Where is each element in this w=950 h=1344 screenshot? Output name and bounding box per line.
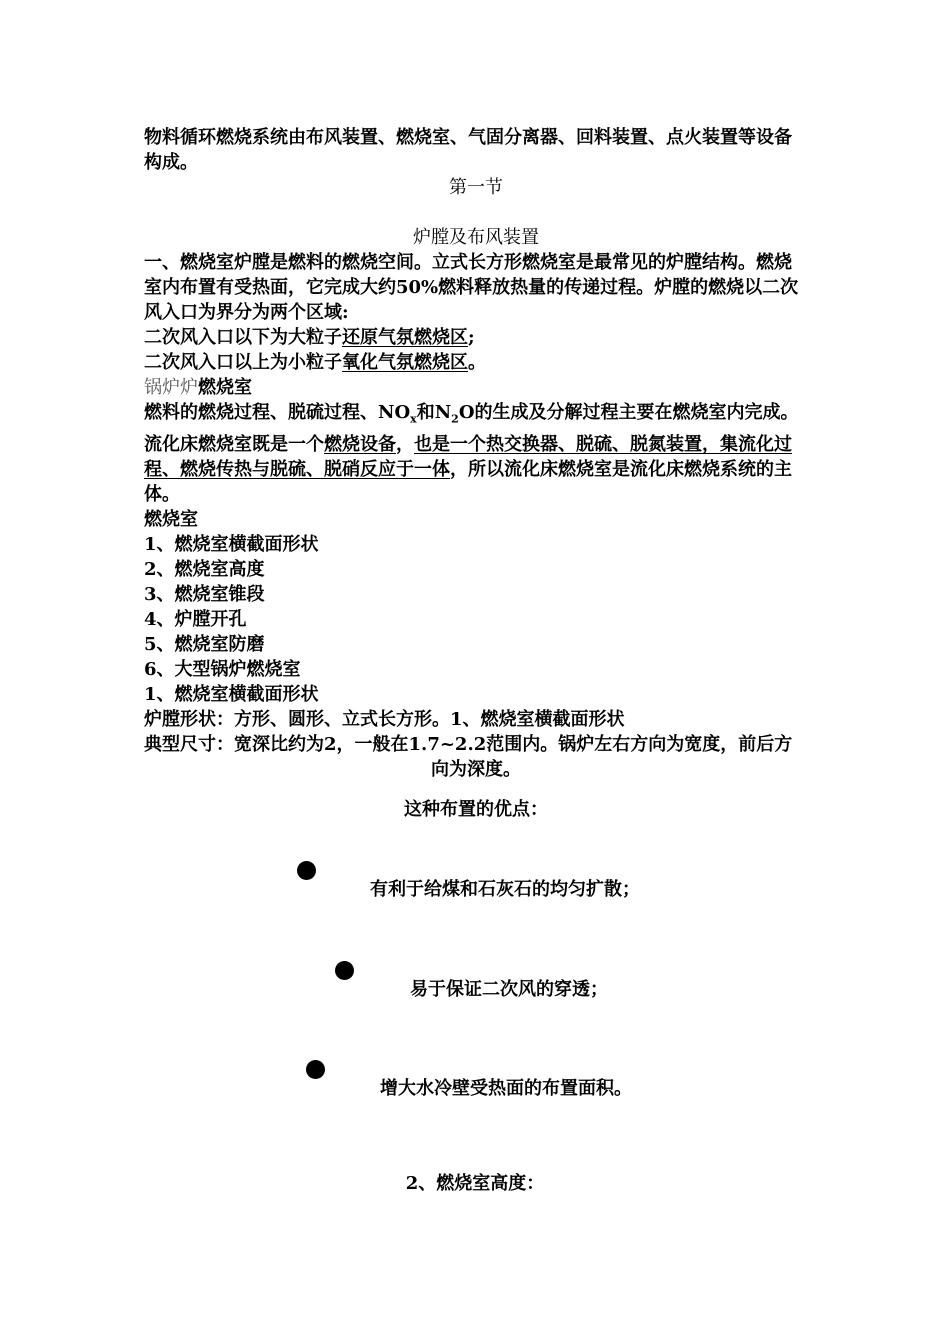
intro-paragraph (144, 125, 808, 175)
intro-line-2: 构成。 (144, 152, 198, 173)
zone-upper-term: 氧化气氛燃烧区 (342, 352, 468, 373)
bullet-dot-icon (335, 961, 354, 980)
underline-combustion-device: 燃烧设备 (324, 433, 396, 455)
outline-item: 4、炉膛开孔 (144, 608, 247, 630)
underline-heat-exchanger: 也是一个热交换器、脱硫、脱氮装置，集流化过程、燃烧传热与脱硫、脱硝反应于一体 (144, 433, 792, 480)
outline-item: 5、燃烧室防磨 (144, 633, 265, 655)
bullet-dot-icon (297, 861, 316, 880)
shape-line: 炉膛形状：方形、圆形、立式长方形。1、燃烧室横截面形状 (144, 708, 625, 730)
intro-line-1: 物料循环燃烧系统由布风装置、燃烧室、气固分离器、回料装置、点火装置等设备 (144, 127, 792, 148)
section-title: 炉膛及布风装置 (413, 227, 539, 248)
outline-title: 燃烧室 (144, 508, 198, 530)
advantage-item: 有利于给煤和石灰石的均匀扩散； (370, 879, 640, 900)
size-line: 典型尺寸：宽深比约为2，一般在1.7~2.2范围内。锅炉左右方向为宽度，前后方 (144, 733, 793, 755)
part1-body (144, 250, 808, 782)
outline-item: 6、大型锅炉燃烧室 (144, 658, 301, 680)
subsection1-title: 1、燃烧室横截面形状 (144, 683, 319, 705)
section-number: 第一节 (449, 177, 503, 198)
size-line-2: 向为深度。 (431, 758, 521, 780)
zone-upper: 二次风入口以上为小粒子氧化气氛燃烧区。 (144, 352, 486, 373)
bullet-dot-icon (306, 1060, 325, 1079)
part1-para1: 一、燃烧室炉膛是燃料的燃烧空间。立式长方形燃烧室是最常见的炉膛结构。燃烧室内布置有受热面，它完成大约50%燃料释放热量的传递过程。炉膛的燃烧以二次风入口为界分为两个区域: (144, 252, 799, 323)
part1-para3: 流化床燃烧室既是一个燃烧设备，也是一个热交换器、脱硫、脱氮装置，集流化过程、燃烧传热与脱硫、脱硝反应于一体，所以流化床燃烧室是流化床燃烧系统的主体。 (144, 433, 792, 505)
outline-item: 2、燃烧室高度 (144, 558, 265, 580)
part1-para2: 燃料的燃烧过程、脱硫过程、$NO_x$和$N_2O$的生成及分解过程主要在燃烧室内完成。 (144, 402, 799, 426)
advantages-title: 这种布置的优点： (404, 799, 548, 820)
advantage-item: 增大水冷壁受热面的布置面积。 (380, 1078, 632, 1099)
zone-lower: 二次风入口以下为大粒子还原气氛燃烧区; (144, 327, 475, 348)
outline-item: 3、燃烧室锥段 (144, 583, 265, 605)
boiler-combustion-label: 锅炉炉燃烧室 (144, 377, 252, 398)
outline-item: 1、燃烧室横截面形状 (144, 533, 319, 555)
subsection2-title: 2、燃烧室高度： (405, 1173, 545, 1194)
zone-lower-term: 还原气氛燃烧区 (342, 327, 468, 348)
advantage-item: 易于保证二次风的穿透； (410, 979, 608, 1000)
